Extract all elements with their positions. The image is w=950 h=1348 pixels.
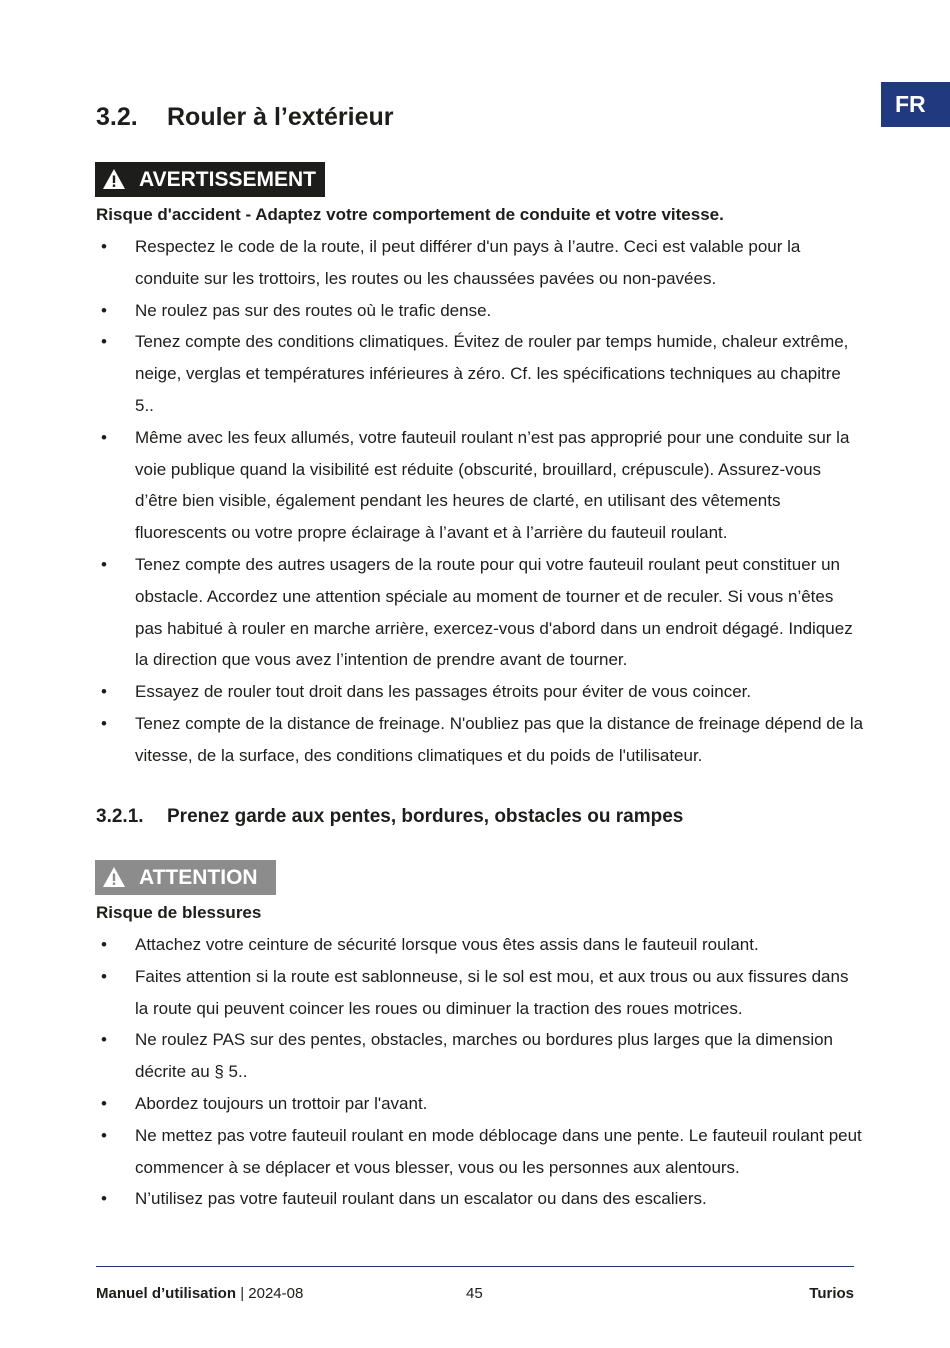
subsection-number: 3.2.1. <box>96 806 144 827</box>
warning-triangle-icon <box>102 866 126 888</box>
list-item: • Tenez compte des autres usagers de la route pour qui votre fauteuil roulant peut constituer un obstacle. Accordez une attention spéciale au moment de tourner et de reculer. Si vous n’êtes pas habitué à rouler en marche arrière, exercez-vous d'abord dans un endroit dégagé. Indiquez la direction que vous avez l’intention de prendre avant de tourner. <box>96 549 864 676</box>
subsection-title: Prenez garde aux pentes, bordures, obstacles ou rampes <box>167 806 684 827</box>
subsection-heading <box>96 804 683 830</box>
warning-triangle-icon <box>102 168 126 190</box>
section-title: Rouler à l’extérieur <box>167 103 394 131</box>
footer-manual-info <box>96 1284 303 1304</box>
warning-label-text: AVERTISSEMENT <box>139 168 316 191</box>
caution-risk-text: Risque de blessures <box>96 903 262 922</box>
list-item: • Respectez le code de la route, il peut différer d'un pays à l’autre. Ceci est valable pour la conduite sur les trottoirs, les routes ou les chaussées pavées ou non-pavées. <box>96 231 864 295</box>
language-tab: FR <box>881 82 950 127</box>
warning-label <box>95 162 325 197</box>
warning-risk-text: Risque d'accident - Adaptez votre comportement de conduite et votre vitesse. <box>96 205 724 224</box>
caution-label <box>95 860 276 895</box>
footer-date: 2024-08 <box>248 1285 304 1302</box>
caution-label-text: ATTENTION <box>139 866 258 889</box>
section-number: 3.2. <box>96 103 138 131</box>
list-item: • Abordez toujours un trottoir par l'avant. <box>96 1088 864 1120</box>
footer-product-name: Turios <box>809 1285 854 1302</box>
list-item: • Attachez votre ceinture de sécurité lorsque vous êtes assis dans le fauteuil roulant. <box>96 929 864 961</box>
warning-list <box>96 231 864 772</box>
list-item: • Essayez de rouler tout droit dans les passages étroits pour éviter de vous coincer. <box>96 676 864 708</box>
caution-list <box>96 929 864 1215</box>
list-item: • N’utilisez pas votre fauteuil roulant dans un escalator ou dans des escaliers. <box>96 1183 864 1215</box>
list-item: • Ne mettez pas votre fauteuil roulant en mode déblocage dans une pente. Le fauteuil roulant peut commencer à se déplacer et vous blesser, vous ou les personnes aux alentours. <box>96 1120 864 1184</box>
list-item: • Ne roulez PAS sur des pentes, obstacles, marches ou bordures plus larges que la dimension décrite au § 5.. <box>96 1024 864 1088</box>
footer-divider <box>96 1266 854 1267</box>
list-item: • Faites attention si la route est sablonneuse, si le sol est mou, et aux trous ou aux fissures dans la route qui peuvent coincer les roues ou diminuer la traction des roues motrices. <box>96 961 864 1025</box>
list-item: • Ne roulez pas sur des routes où le trafic dense. <box>96 295 864 327</box>
footer-separator: | <box>240 1285 245 1302</box>
page-number: 45 <box>466 1285 483 1302</box>
list-item: • Même avec les feux allumés, votre fauteuil roulant n’est pas approprié pour une conduite sur la voie publique quand la visibilité est réduite (obscurité, brouillard, crépuscule). Assurez-vous d’être bien visible, également pendant les heures de clarté, en utilisant des vêtements fluorescents ou votre propre éclairage à l’avant et à l’arrière du fauteuil roulant. <box>96 422 864 549</box>
list-item: • Tenez compte des conditions climatiques. Évitez de rouler par temps humide, chaleur extrême, neige, verglas et températures inférieures à zéro. Cf. les spécifications techniques au chapitre 5.. <box>96 326 864 421</box>
list-item: • Tenez compte de la distance de freinage. N'oubliez pas que la distance de freinage dépend de la vitesse, de la surface, des conditions climatiques et du poids de l'utilisateur. <box>96 708 864 772</box>
section-heading <box>96 100 393 134</box>
footer-manual-title: Manuel d’utilisation <box>96 1285 237 1302</box>
